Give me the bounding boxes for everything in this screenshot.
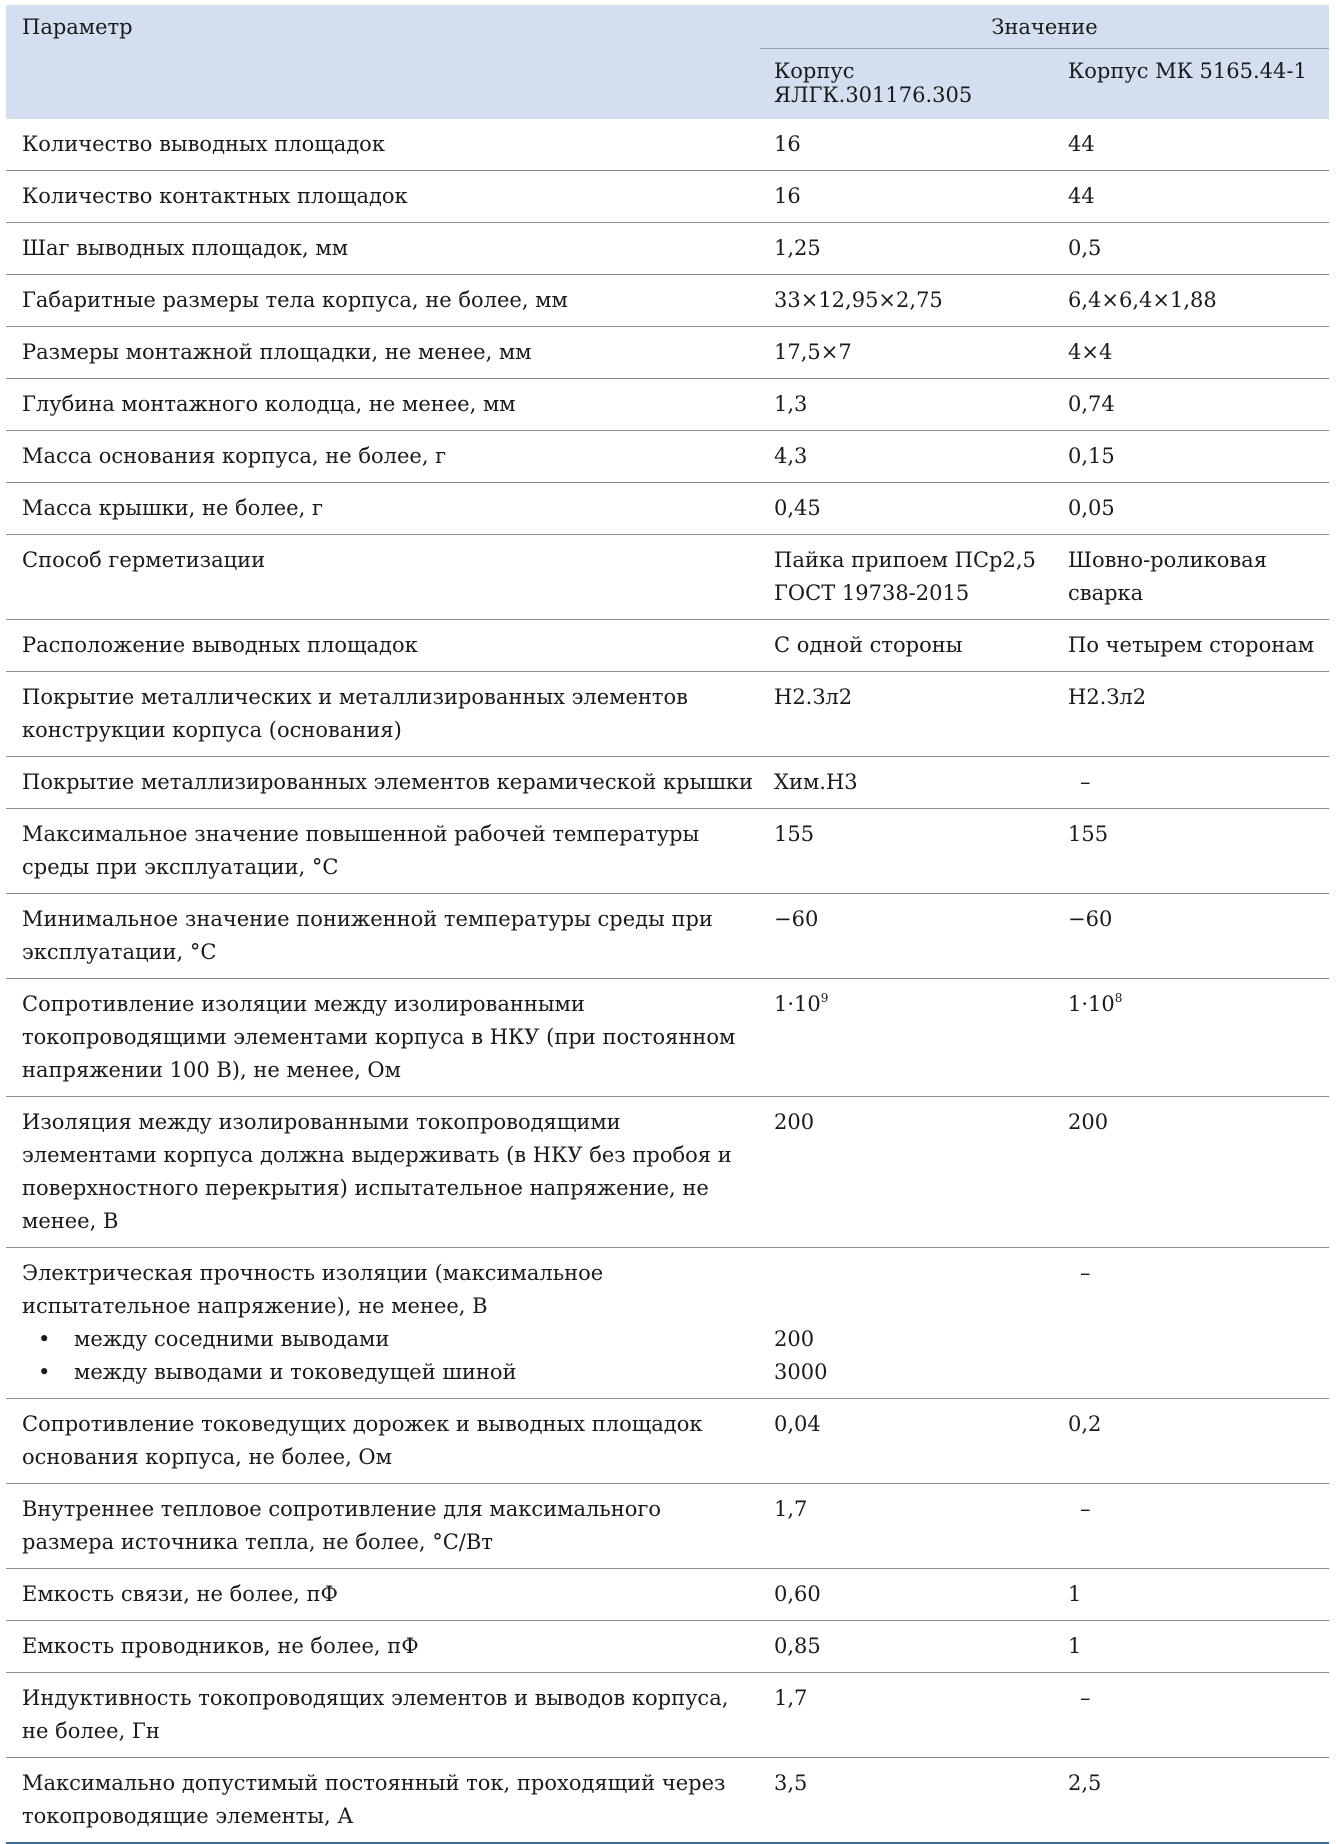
param-cell: Глубина монтажного колодца, не менее, мм: [6, 379, 760, 431]
value-a-cell: 0,60: [760, 1569, 1058, 1621]
value-a-cell: 17,5×7: [760, 327, 1058, 379]
value-b-cell: [1058, 1484, 1329, 1569]
table-header: [6, 5, 1329, 119]
table-row: [6, 327, 1329, 379]
value-exponent: 8: [1114, 991, 1123, 1005]
table-row: [6, 809, 1329, 894]
value-b-cell: 2,5: [1058, 1758, 1329, 1844]
table-row: [6, 275, 1329, 327]
value-a-cell: 1,25: [760, 223, 1058, 275]
value-b-cell: 200: [1058, 1097, 1329, 1248]
dash-value: –: [1080, 1497, 1091, 1521]
table-row: [6, 1621, 1329, 1673]
table-row: [6, 223, 1329, 275]
table-row: [6, 171, 1329, 223]
value-b-cell: 44: [1058, 171, 1329, 223]
param-cell: Масса крышки, не более, г: [6, 483, 760, 535]
header-case-b: Корпус МК 5165.44-1: [1058, 49, 1329, 120]
value-b-cell: 1: [1058, 1621, 1329, 1673]
value-b-cell: Шовно-роликовая сварка: [1058, 535, 1329, 620]
value-a-cell: Хим.Н3: [760, 757, 1058, 809]
value-a-cell: Н2.Зл2: [760, 672, 1058, 757]
table-row: [6, 1399, 1329, 1484]
value-a-cell: Пайка припоем ПСр2,5 ГОСТ 19738-2015: [760, 535, 1058, 620]
value-a-cell: 155: [760, 809, 1058, 894]
param-cell: Максимально допустимый постоянный ток, проходящий через токопроводящие элементы, А: [6, 1758, 760, 1844]
table-row: [6, 672, 1329, 757]
value-a-cell: 0,85: [760, 1621, 1058, 1673]
param-cell: Максимальное значение повышенной рабочей температуры среды при эксплуатации, °С: [6, 809, 760, 894]
value-b-cell: 6,4×6,4×1,88: [1058, 275, 1329, 327]
list-value: 3000: [774, 1360, 828, 1384]
list-value: 200: [774, 1327, 815, 1351]
param-cell: Емкость проводников, не более, пФ: [6, 1621, 760, 1673]
value-a-cell: 1,3: [760, 379, 1058, 431]
param-cell: Индуктивность токопроводящих элементов и выводов корпуса, не более, Гн: [6, 1673, 760, 1758]
param-cell: Сопротивление изоляции между изолированными токопроводящими элементами корпуса в НКУ (при постоянном напряжении 100 В), не менее, Ом: [6, 979, 760, 1097]
param-cell: Масса основания корпуса, не более, г: [6, 431, 760, 483]
list-item: • между соседними выводами: [22, 1323, 754, 1356]
param-cell: Количество контактных площадок: [6, 171, 760, 223]
value-b-cell: 0,74: [1058, 379, 1329, 431]
value-b-cell: 1: [1058, 1569, 1329, 1621]
value-a-cell: 0,45: [760, 483, 1058, 535]
value-b-cell: 0,5: [1058, 223, 1329, 275]
parameters-table: [6, 5, 1329, 1844]
header-value: Значение: [760, 5, 1329, 49]
value-a-cell: 4,3: [760, 431, 1058, 483]
value-a-cell: [760, 979, 1058, 1097]
value-a-cell: 16: [760, 171, 1058, 223]
table-row: [6, 483, 1329, 535]
bullet-list: [22, 1323, 754, 1389]
value-a-cell: 3,5: [760, 1758, 1058, 1844]
header-case-a: Корпус ЯЛГК.301176.305: [760, 49, 1058, 120]
param-cell: Изоляция между изолированными токопроводящими элементами корпуса должна выдерживать (в НКУ без пробоя и поверхностного перекрытия) испытательное напряжение, не менее, В: [6, 1097, 760, 1248]
param-cell: Способ герметизации: [6, 535, 760, 620]
value-a-cell: 200: [760, 1097, 1058, 1248]
value-a-cell: −60: [760, 894, 1058, 979]
table-row: [6, 535, 1329, 620]
value-b-cell: −60: [1058, 894, 1329, 979]
param-cell: Шаг выводных площадок, мм: [6, 223, 760, 275]
table-row: [6, 620, 1329, 672]
value-a-cell: 33×12,95×2,75: [760, 275, 1058, 327]
value-b-cell: 0,2: [1058, 1399, 1329, 1484]
header-parameter: Параметр: [6, 5, 760, 119]
param-text: Электрическая прочность изоляции (максимальное испытательное напряжение), не менее, В: [22, 1261, 604, 1318]
value-b-cell: 44: [1058, 119, 1329, 171]
value-a-cell: С одной стороны: [760, 620, 1058, 672]
value-b-cell: [1058, 1248, 1329, 1399]
table-row: [6, 1484, 1329, 1569]
table-row: [6, 431, 1329, 483]
table-row: [6, 379, 1329, 431]
value-exponent: 9: [820, 991, 829, 1005]
value-b-cell: [1058, 1673, 1329, 1758]
value-b-cell: [1058, 757, 1329, 809]
param-cell: Покрытие металлизированных элементов керамической крышки: [6, 757, 760, 809]
table-row: [6, 1673, 1329, 1758]
value-a-cell: 1,7: [760, 1673, 1058, 1758]
value-b-cell: 0,15: [1058, 431, 1329, 483]
table-row: [6, 979, 1329, 1097]
table-row: [6, 757, 1329, 809]
table-row: [6, 1097, 1329, 1248]
value-b-cell: 155: [1058, 809, 1329, 894]
param-cell: Количество выводных площадок: [6, 119, 760, 171]
table-row: [6, 1569, 1329, 1621]
value-a-cell: 0,04: [760, 1399, 1058, 1484]
param-cell: Размеры монтажной площадки, не менее, мм: [6, 327, 760, 379]
table-row: [6, 894, 1329, 979]
param-cell: Габаритные размеры тела корпуса, не более, мм: [6, 275, 760, 327]
param-cell: Емкость связи, не более, пФ: [6, 1569, 760, 1621]
dash-value: –: [1080, 1686, 1091, 1710]
param-cell: Сопротивление токоведущих дорожек и выводных площадок основания корпуса, не более, Ом: [6, 1399, 760, 1484]
param-cell: Покрытие металлических и металлизированных элементов конструкции корпуса (основания): [6, 672, 760, 757]
value-base: 1·10: [1068, 992, 1115, 1016]
value-b-cell: [1058, 979, 1329, 1097]
value-a-cell: [760, 1248, 1058, 1399]
value-base: 1·10: [774, 992, 821, 1016]
dash-value: –: [1080, 1261, 1091, 1285]
value-b-cell: 4×4: [1058, 327, 1329, 379]
table-row: [6, 119, 1329, 171]
param-cell: Расположение выводных площадок: [6, 620, 760, 672]
param-cell: Минимальное значение пониженной температуры среды при эксплуатации, °С: [6, 894, 760, 979]
parameters-table-container: [6, 5, 1329, 1844]
param-cell: Внутреннее тепловое сопротивление для максимального размера источника тепла, не более, °С/Вт: [6, 1484, 760, 1569]
param-cell: [6, 1248, 760, 1399]
value-b-cell: Н2.Зл2: [1058, 672, 1329, 757]
value-a-cell: 1,7: [760, 1484, 1058, 1569]
table-row: [6, 1248, 1329, 1399]
value-a-cell: 16: [760, 119, 1058, 171]
value-b-cell: 0,05: [1058, 483, 1329, 535]
value-b-cell: По четырем сторонам: [1058, 620, 1329, 672]
dash-value: –: [1080, 770, 1091, 794]
table-row: [6, 1758, 1329, 1844]
list-item: • между выводами и токоведущей шиной: [22, 1356, 754, 1389]
